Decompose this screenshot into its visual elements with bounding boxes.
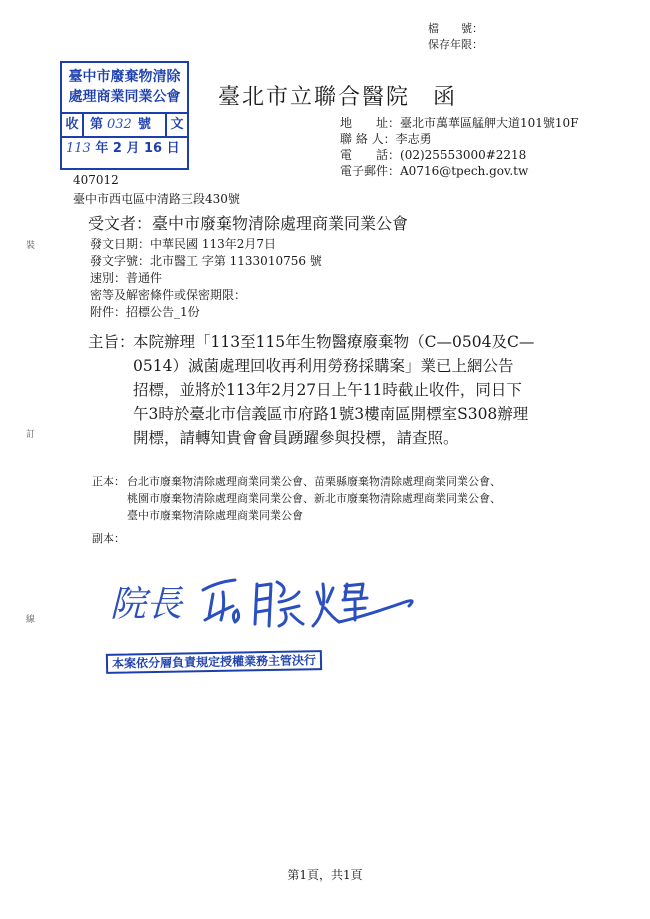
- main-recipient-line: 桃園市廢棄物清除處理商業同業公會、新北市廢棄物清除處理商業同業公會、: [127, 492, 501, 505]
- recipient-postcode: 407012: [73, 173, 119, 187]
- page-number: 第1頁，共1頁: [287, 868, 363, 882]
- contact-block: [340, 115, 579, 179]
- doc-type: 函: [433, 85, 458, 110]
- meta-block: [90, 236, 322, 321]
- side-mark-bind: 裝: [26, 241, 36, 251]
- address-label: 地 址：: [340, 116, 401, 130]
- copy-recipients-label: 副本：: [92, 532, 125, 545]
- director-signature: [195, 562, 425, 637]
- stamp-no-suffix: 號: [137, 117, 151, 132]
- subject-line: 午3時於臺北市信義區市府路1號3樓南區開標室S308辦理: [133, 405, 529, 423]
- subject-line: 開標，請轉知貴會會員踴躍參與投標，請查照。: [133, 429, 459, 447]
- recipient-label: 受文者：: [88, 214, 153, 233]
- contact-phone: (02)25553000#2218: [400, 148, 527, 162]
- stamp-recv: 收: [62, 114, 84, 136]
- main-recipient-line: 台北市廢棄物清除處理商業同業公會、苗栗縣廢棄物清除處理商業同業公會、: [127, 475, 501, 488]
- subject-label: 主旨：: [88, 333, 135, 351]
- main-recipients-label: 正本：: [92, 475, 125, 488]
- person-label: 聯 絡 人：: [340, 132, 396, 146]
- recipient-name: 臺中市廢棄物清除處理商業同業公會: [152, 214, 409, 233]
- issue-date: 中華民國 113年2月7日: [150, 237, 277, 251]
- subject-line: 本院辦理「113至115年生物醫療廢棄物（C—0504及C—: [133, 333, 535, 351]
- retention-label: 保存年限：: [428, 38, 483, 51]
- main-recipients: [127, 473, 501, 524]
- date-label: 發文日期：: [90, 237, 151, 251]
- secrecy-label: 密等及解密條件或保密期限：: [90, 288, 247, 302]
- main-recipient-line: 臺中市廢棄物清除處理商業同業公會: [127, 509, 303, 522]
- delegation-stamp: 本案依分層負責規定授權業務主管決行: [106, 650, 322, 674]
- receipt-stamp: [60, 61, 189, 170]
- stamp-date-rest: 年 2 月 16 日: [95, 141, 180, 156]
- handwritten-signature-icon: [195, 562, 425, 637]
- attachment-label: 附件：: [90, 305, 127, 319]
- issuer-address: 臺北市萬華區艋舺大道101號10F: [400, 116, 579, 130]
- recipient-address: 臺中市西屯區中清路三段430號: [73, 192, 240, 206]
- subject-line: 招標，並將於113年2月27日上午11時截止收件，同日下: [133, 381, 522, 399]
- stamp-org-line1: 臺中市廢棄物清除: [68, 69, 181, 85]
- stamp-no-prefix: 第: [90, 117, 104, 132]
- contact-person: 李志勇: [395, 132, 432, 146]
- side-mark-staple: 訂: [26, 430, 36, 440]
- side-mark-line: 線: [26, 615, 36, 625]
- recipient-line: [88, 211, 408, 234]
- file-number-label: 檔 號：: [428, 22, 483, 35]
- email-label: 電子郵件：: [340, 164, 401, 178]
- stamp-org-line2: 處理商業同業公會: [68, 89, 181, 105]
- number-label: 發文字號：: [90, 254, 151, 268]
- stamp-doc: 文: [165, 114, 187, 136]
- issuer-name: 臺北市立聯合醫院: [218, 85, 411, 110]
- stamp-no-value: 032: [107, 117, 132, 132]
- contact-email: A0716@tpech.gov.tw: [400, 164, 529, 178]
- subject-line: 0514）滅菌處理回收再利用勞務採購案」業已上網公告: [133, 357, 514, 375]
- phone-label: 電 話：: [340, 148, 401, 162]
- issuer-title: [218, 80, 457, 111]
- speed-value: 普通件: [126, 271, 163, 285]
- issue-number: 北市醫工 字第 1133010756 號: [150, 254, 322, 268]
- stamp-date-year: 113: [66, 141, 91, 156]
- speed-label: 速別：: [90, 271, 127, 285]
- attachment-value: 招標公告_1份: [126, 305, 200, 319]
- signature-title: 院長: [110, 584, 183, 625]
- subject-body: [133, 330, 534, 450]
